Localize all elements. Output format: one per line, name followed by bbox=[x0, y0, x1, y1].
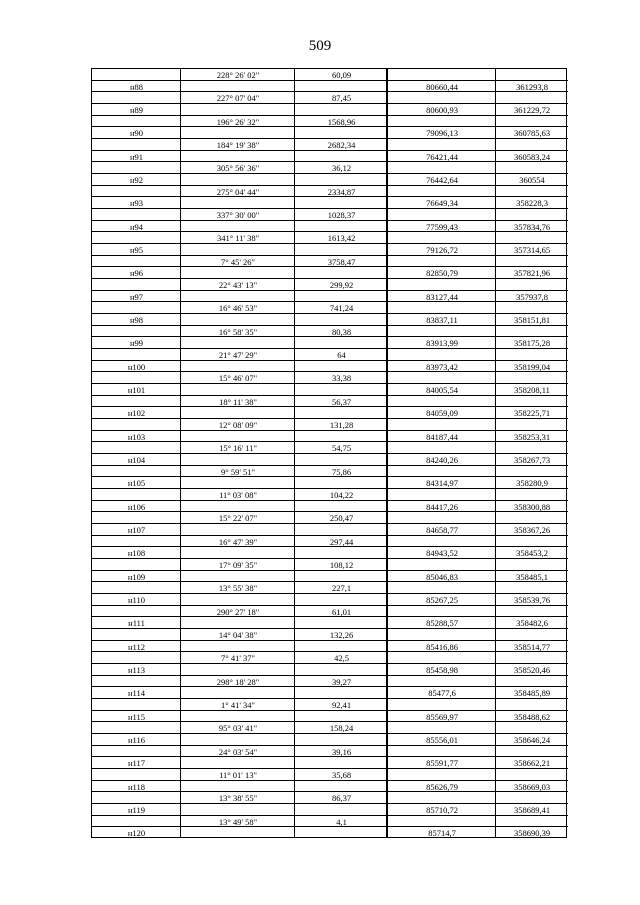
segment-length: 42,5 bbox=[334, 653, 349, 664]
point-y: 358520,46 bbox=[513, 664, 551, 675]
segment-bearing: 24° 03' 54" bbox=[218, 746, 258, 757]
row-divider bbox=[388, 686, 568, 687]
point-name: н105 bbox=[127, 478, 146, 489]
row-divider bbox=[92, 756, 181, 757]
segment-length: 131,28 bbox=[329, 419, 354, 430]
point-name: н93 bbox=[129, 198, 144, 209]
point-y: 358367,26 bbox=[513, 524, 551, 535]
segment-bearing: 13° 55' 38" bbox=[218, 583, 258, 594]
point-y: 358225,71 bbox=[513, 408, 551, 419]
point-x: 85710,72 bbox=[426, 804, 458, 815]
segment-bearing: 95° 03' 41" bbox=[218, 723, 258, 734]
segment-length: 35,68 bbox=[331, 769, 352, 780]
segment-bearing: 14° 04' 38" bbox=[218, 629, 258, 640]
segment-bearing: 17° 09' 35" bbox=[218, 559, 258, 570]
point-y: 358689,41 bbox=[513, 804, 551, 815]
row-divider bbox=[181, 640, 388, 641]
point-x: 76649,34 bbox=[426, 198, 458, 209]
point-x: 80660,44 bbox=[426, 81, 458, 92]
point-y: 358208,11 bbox=[514, 384, 550, 395]
row-divider bbox=[388, 826, 568, 827]
point-name: н100 bbox=[127, 361, 146, 372]
point-x: 84059,09 bbox=[426, 408, 458, 419]
point-name: н117 bbox=[128, 758, 145, 769]
segment-bearing: 275° 04' 44" bbox=[216, 186, 260, 197]
segment-bearing: 228° 26' 02" bbox=[216, 69, 260, 80]
point-x: 84187,44 bbox=[426, 431, 458, 442]
segment-bearing: 18° 11' 38" bbox=[219, 396, 257, 407]
point-y: 358151,81 bbox=[513, 314, 551, 325]
point-name: н120 bbox=[127, 828, 146, 839]
segment-bearing: 290° 27' 18" bbox=[216, 606, 260, 617]
point-x: 84314,97 bbox=[426, 478, 458, 489]
point-name: н90 bbox=[129, 128, 144, 139]
point-name: н115 bbox=[128, 711, 145, 722]
row-divider bbox=[388, 406, 568, 407]
row-divider bbox=[181, 80, 388, 81]
row-divider bbox=[388, 745, 568, 746]
point-y: 357821,96 bbox=[513, 268, 551, 279]
segment-length: 33,38 bbox=[331, 373, 352, 384]
row-divider bbox=[181, 150, 388, 151]
point-x: 85046,83 bbox=[426, 571, 458, 582]
point-x: 85591,77 bbox=[426, 758, 458, 769]
row-divider bbox=[388, 126, 568, 127]
segment-bearing: 16° 58' 35" bbox=[218, 326, 258, 337]
point-name: н114 bbox=[128, 688, 145, 699]
segment-bearing: 305° 56' 36" bbox=[216, 163, 260, 174]
point-name: н89 bbox=[129, 104, 144, 115]
row-divider bbox=[92, 826, 181, 827]
row-divider bbox=[388, 465, 568, 466]
segment-bearing: 16° 47' 39" bbox=[218, 536, 258, 547]
point-y: 361229,72 bbox=[513, 104, 551, 115]
point-y: 358300,88 bbox=[513, 501, 551, 512]
row-divider bbox=[388, 336, 568, 337]
point-name: н104 bbox=[127, 454, 146, 465]
row-divider bbox=[388, 115, 568, 116]
segment-length: 250,47 bbox=[329, 513, 354, 524]
row-divider bbox=[92, 406, 181, 407]
row-divider bbox=[388, 756, 568, 757]
segment-bearing: 7° 45' 26" bbox=[221, 256, 255, 267]
row-divider bbox=[388, 535, 568, 536]
point-y: 358485,1 bbox=[516, 571, 548, 582]
row-divider bbox=[92, 336, 181, 337]
segment-length: 54,75 bbox=[331, 443, 352, 454]
row-divider bbox=[181, 360, 388, 361]
point-x: 85626,79 bbox=[426, 781, 458, 792]
segment-bearing: 227° 07' 04" bbox=[216, 93, 260, 104]
point-x: 76442,64 bbox=[426, 174, 458, 185]
point-x: 85288,57 bbox=[426, 618, 458, 629]
point-x: 84240,26 bbox=[426, 454, 458, 465]
segment-length: 64 bbox=[337, 349, 346, 360]
point-name: н110 bbox=[128, 594, 145, 605]
segment-length: 36,12 bbox=[331, 163, 352, 174]
segment-bearing: 184° 19' 38" bbox=[216, 139, 260, 150]
point-y: 360785,63 bbox=[513, 128, 551, 139]
segment-length: 227,1 bbox=[331, 583, 352, 594]
point-y: 358662,21 bbox=[513, 758, 551, 769]
coordinates-table bbox=[91, 68, 567, 838]
segment-length: 92,41 bbox=[331, 699, 352, 710]
segment-bearing: 13° 38' 55" bbox=[218, 793, 258, 804]
point-y: 358267,73 bbox=[513, 454, 551, 465]
segment-length: 75,86 bbox=[331, 466, 352, 477]
segment-length: 1613,42 bbox=[327, 233, 356, 244]
row-divider bbox=[92, 616, 181, 617]
point-name: н95 bbox=[129, 244, 144, 255]
row-divider bbox=[92, 686, 181, 687]
point-name: н112 bbox=[128, 641, 145, 652]
point-x: 84005,54 bbox=[426, 384, 458, 395]
segment-length: 3758,47 bbox=[327, 256, 356, 267]
point-x: 79126,72 bbox=[426, 244, 458, 255]
point-y: 358539,76 bbox=[513, 594, 551, 605]
row-divider bbox=[388, 196, 568, 197]
segment-bearing: 11° 03' 08" bbox=[219, 489, 257, 500]
point-y: 358453,2 bbox=[516, 548, 548, 559]
segment-bearing: 11° 01' 13" bbox=[219, 769, 257, 780]
point-y: 357314,65 bbox=[513, 244, 551, 255]
point-x: 83837,11 bbox=[426, 314, 458, 325]
point-name: н99 bbox=[129, 338, 144, 349]
segment-length: 56,37 bbox=[331, 396, 352, 407]
point-name: н98 bbox=[129, 314, 144, 325]
point-name: н101 bbox=[127, 384, 146, 395]
segment-length: 297,44 bbox=[329, 536, 354, 547]
row-divider bbox=[388, 325, 568, 326]
row-divider bbox=[388, 605, 568, 606]
segment-bearing: 298° 18' 28" bbox=[216, 676, 260, 687]
segment-bearing: 15° 16' 11" bbox=[219, 443, 257, 454]
point-name: н103 bbox=[127, 431, 146, 442]
row-divider bbox=[181, 780, 388, 781]
point-y: 361293,8 bbox=[516, 81, 548, 92]
point-name: н109 bbox=[127, 571, 146, 582]
segment-length: 108,12 bbox=[329, 559, 354, 570]
point-y: 358280,9 bbox=[516, 478, 548, 489]
point-x: 85458,98 bbox=[426, 664, 458, 675]
point-y: 360554 bbox=[519, 174, 545, 185]
segment-length: 299,92 bbox=[329, 279, 354, 290]
row-divider bbox=[388, 815, 568, 816]
point-x: 76421,44 bbox=[426, 151, 458, 162]
point-x: 84417,26 bbox=[426, 501, 458, 512]
segment-bearing: 22° 43' 13" bbox=[218, 279, 258, 290]
row-divider bbox=[92, 476, 181, 477]
segment-bearing: 21° 47' 29" bbox=[218, 349, 258, 360]
segment-length: 158,24 bbox=[329, 723, 354, 734]
point-x: 79096,13 bbox=[426, 128, 458, 139]
point-name: н91 bbox=[129, 151, 144, 162]
segment-length: 87,45 bbox=[331, 93, 352, 104]
point-y: 358199,04 bbox=[513, 361, 551, 372]
row-divider bbox=[181, 570, 388, 571]
row-divider bbox=[181, 220, 388, 221]
point-y: 358253,31 bbox=[513, 431, 551, 442]
segment-bearing: 13° 49' 58" bbox=[218, 816, 258, 827]
point-name: н111 bbox=[128, 618, 145, 629]
point-y: 358690,39 bbox=[513, 828, 551, 839]
row-divider bbox=[388, 395, 568, 396]
point-x: 85569,97 bbox=[426, 711, 458, 722]
point-x: 83973,42 bbox=[426, 361, 458, 372]
segment-bearing: 196° 26' 32" bbox=[216, 116, 260, 127]
row-divider bbox=[388, 675, 568, 676]
point-x: 84943,52 bbox=[426, 548, 458, 559]
row-divider bbox=[92, 126, 181, 127]
segment-bearing: 15° 22' 07" bbox=[218, 513, 258, 524]
point-x: 83913,99 bbox=[426, 338, 458, 349]
point-name: н92 bbox=[129, 174, 144, 185]
segment-bearing: 12° 08' 09" bbox=[218, 419, 258, 430]
point-y: 358488,62 bbox=[513, 711, 551, 722]
point-name: н107 bbox=[127, 524, 146, 535]
point-name: н113 bbox=[128, 664, 145, 675]
segment-length: 80,38 bbox=[331, 326, 352, 337]
segment-bearing: 337° 30' 00" bbox=[216, 209, 260, 220]
segment-bearing: 16° 46' 53" bbox=[218, 303, 258, 314]
point-name: н88 bbox=[129, 81, 144, 92]
segment-bearing: 1° 41' 34" bbox=[221, 699, 255, 710]
point-x: 85714,7 bbox=[428, 828, 456, 839]
segment-length: 741,24 bbox=[329, 303, 354, 314]
row-divider bbox=[388, 255, 568, 256]
row-divider bbox=[388, 266, 568, 267]
point-x: 77599,43 bbox=[426, 221, 458, 232]
point-y: 358228,3 bbox=[516, 198, 548, 209]
point-name: н94 bbox=[129, 221, 144, 232]
point-name: н118 bbox=[128, 781, 145, 792]
row-divider bbox=[388, 616, 568, 617]
segment-length: 104,22 bbox=[329, 489, 354, 500]
row-divider bbox=[181, 500, 388, 501]
segment-length: 86,37 bbox=[331, 793, 352, 804]
point-y: 358646,24 bbox=[513, 734, 551, 745]
segment-bearing: 9° 59' 51" bbox=[221, 466, 255, 477]
segment-length: 2682,34 bbox=[327, 139, 356, 150]
point-y: 360583,24 bbox=[513, 151, 551, 162]
segment-length: 1028,37 bbox=[327, 209, 356, 220]
point-x: 80600,93 bbox=[426, 104, 458, 115]
point-x: 84658,77 bbox=[426, 524, 458, 535]
point-name: н108 bbox=[127, 548, 146, 559]
segment-length: 1568,96 bbox=[327, 116, 356, 127]
point-y: 358482,6 bbox=[516, 618, 548, 629]
point-x: 85556,01 bbox=[426, 734, 458, 745]
segment-bearing: 15° 46' 07" bbox=[218, 373, 258, 384]
point-name: н116 bbox=[128, 734, 145, 745]
row-divider bbox=[92, 546, 181, 547]
point-x: 85477,6 bbox=[428, 688, 456, 699]
point-name: н119 bbox=[128, 804, 145, 815]
segment-length: 39,16 bbox=[331, 746, 352, 757]
row-divider bbox=[181, 710, 388, 711]
row-divider bbox=[92, 196, 181, 197]
segment-length: 132,26 bbox=[329, 629, 354, 640]
segment-bearing: 341° 11' 38" bbox=[216, 233, 260, 244]
point-y: 358669,03 bbox=[513, 781, 551, 792]
segment-length: 60,09 bbox=[331, 69, 352, 80]
point-y: 358175,28 bbox=[513, 338, 551, 349]
row-divider bbox=[388, 185, 568, 186]
point-name: н96 bbox=[129, 268, 144, 279]
point-name: н106 bbox=[127, 501, 146, 512]
segment-length: 2334,87 bbox=[327, 186, 356, 197]
segment-length: 4,1 bbox=[336, 816, 347, 827]
point-x: 82850,79 bbox=[426, 268, 458, 279]
point-y: 357834,76 bbox=[513, 221, 551, 232]
segment-length: 39,27 bbox=[331, 676, 352, 687]
point-x: 83127,44 bbox=[426, 291, 458, 302]
point-y: 358485,89 bbox=[513, 688, 551, 699]
row-divider bbox=[181, 290, 388, 291]
point-y: 357937,8 bbox=[516, 291, 548, 302]
point-name: н97 bbox=[129, 291, 144, 302]
segment-bearing: 7° 41' 37" bbox=[221, 653, 255, 664]
row-divider bbox=[388, 476, 568, 477]
point-name: н102 bbox=[127, 408, 146, 419]
segment-length: 61,01 bbox=[331, 606, 352, 617]
point-x: 85416,86 bbox=[426, 641, 458, 652]
row-divider bbox=[92, 266, 181, 267]
page-number: 509 bbox=[308, 38, 332, 54]
point-y: 358514,77 bbox=[513, 641, 551, 652]
row-divider bbox=[388, 546, 568, 547]
point-x: 85267,25 bbox=[426, 594, 458, 605]
row-divider bbox=[181, 430, 388, 431]
